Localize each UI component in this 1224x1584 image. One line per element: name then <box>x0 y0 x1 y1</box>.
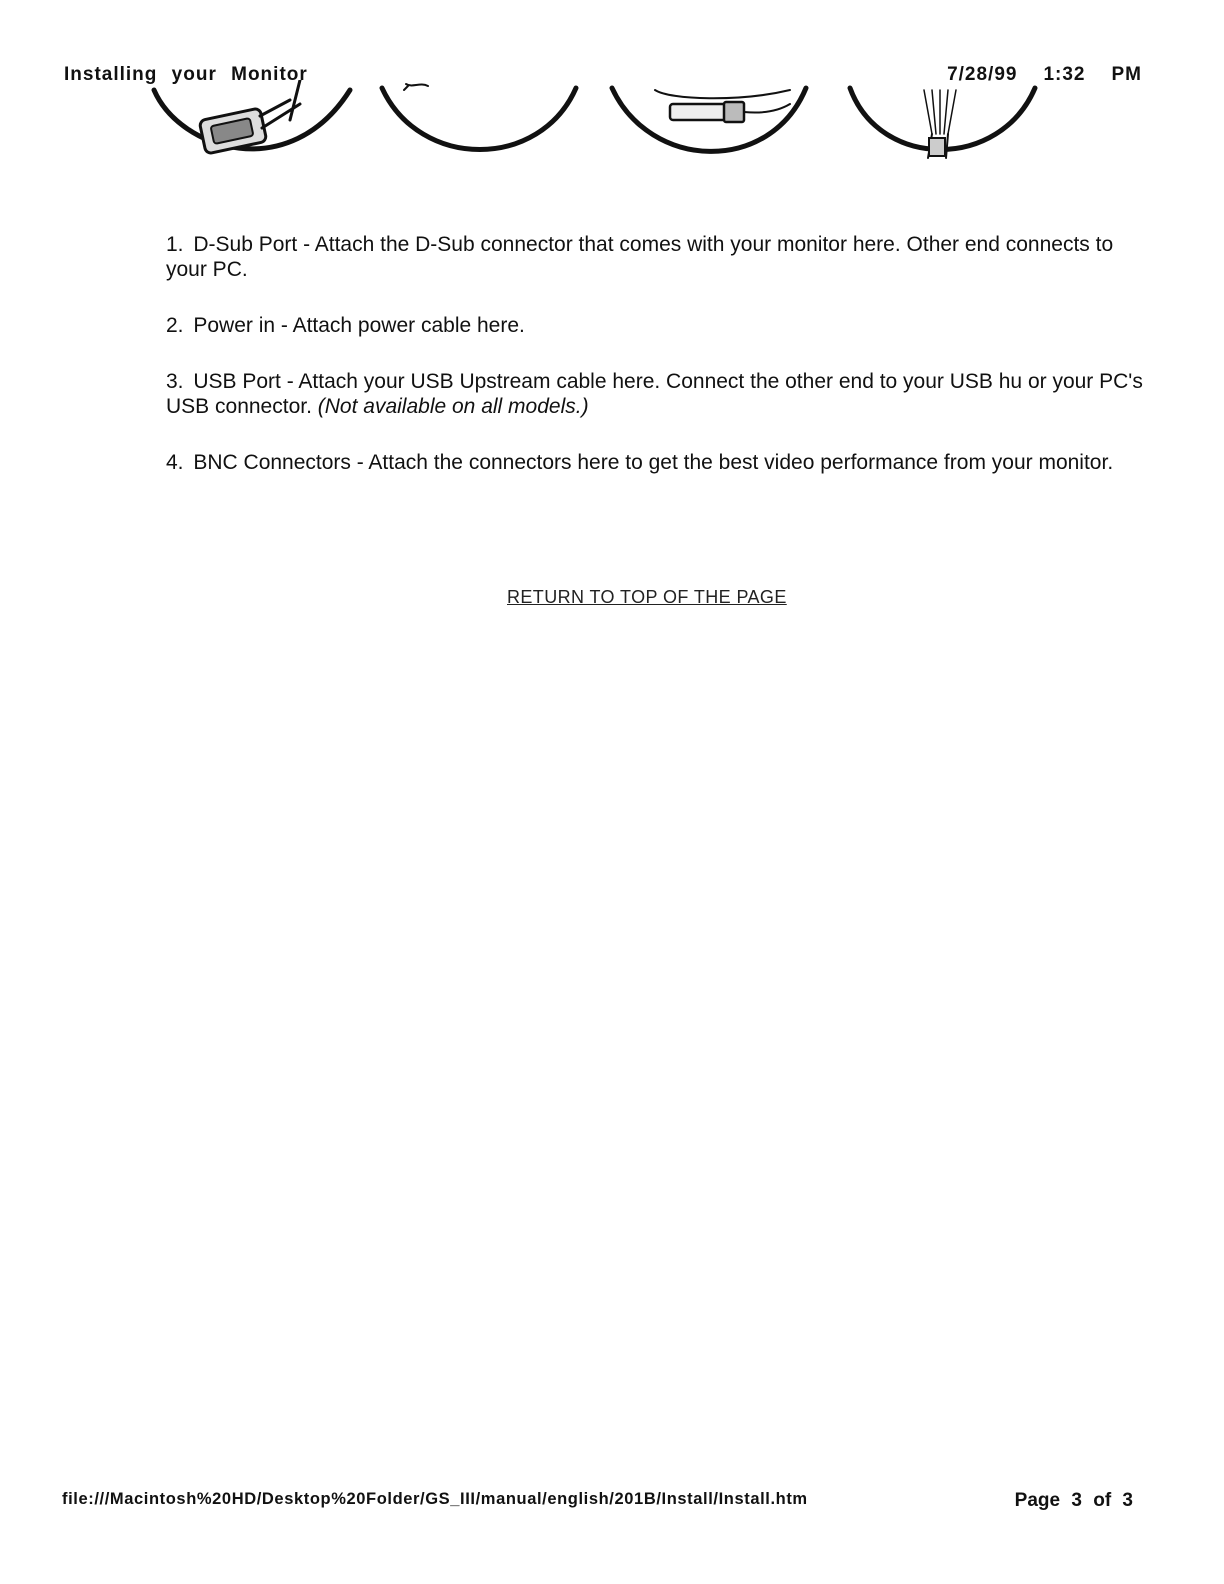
item-note: (Not available on all models.) <box>317 395 589 418</box>
header-date: 7/28/99 <box>947 64 1018 85</box>
connector-list <box>166 232 1156 506</box>
header-title: Installing your Monitor <box>64 64 308 85</box>
connector-illustration <box>150 80 1070 180</box>
item-number: 3. <box>166 370 184 393</box>
list-item <box>166 450 1156 475</box>
list-item <box>166 369 1156 419</box>
footer-file-path: file:///Macintosh%20HD/Desktop%20Folder/GS_III/manual/english/201B/Install/Install.htm <box>62 1490 808 1508</box>
header-ampm: PM <box>1111 64 1142 85</box>
item-text: BNC Connectors - Attach the connectors here to get the best video performance from your monitor. <box>193 451 1114 474</box>
power-cable-icon <box>382 84 576 150</box>
item-text: USB Port - Attach your USB Upstream cable here. Connect the other end to your USB hu or your PC's USB connector. <box>166 370 1143 418</box>
item-number: 2. <box>166 314 184 337</box>
bnc-cable-icon <box>850 88 1035 158</box>
list-item <box>166 313 1156 338</box>
item-text: Power in - Attach power cable here. <box>193 314 525 337</box>
list-item <box>166 232 1156 282</box>
return-to-top-link[interactable]: RETURN TO TOP OF THE PAGE <box>507 587 787 607</box>
item-number: 1. <box>166 233 184 256</box>
usb-cable-icon <box>612 88 806 151</box>
item-text: D-Sub Port - Attach the D-Sub connector that comes with your monitor here. Other end connects to your PC. <box>166 233 1114 281</box>
footer-page-number: Page 3 of 3 <box>1014 1490 1133 1511</box>
dsub-connector-icon <box>154 80 350 154</box>
header-time: 1:32 <box>1043 64 1086 85</box>
item-number: 4. <box>166 451 184 474</box>
